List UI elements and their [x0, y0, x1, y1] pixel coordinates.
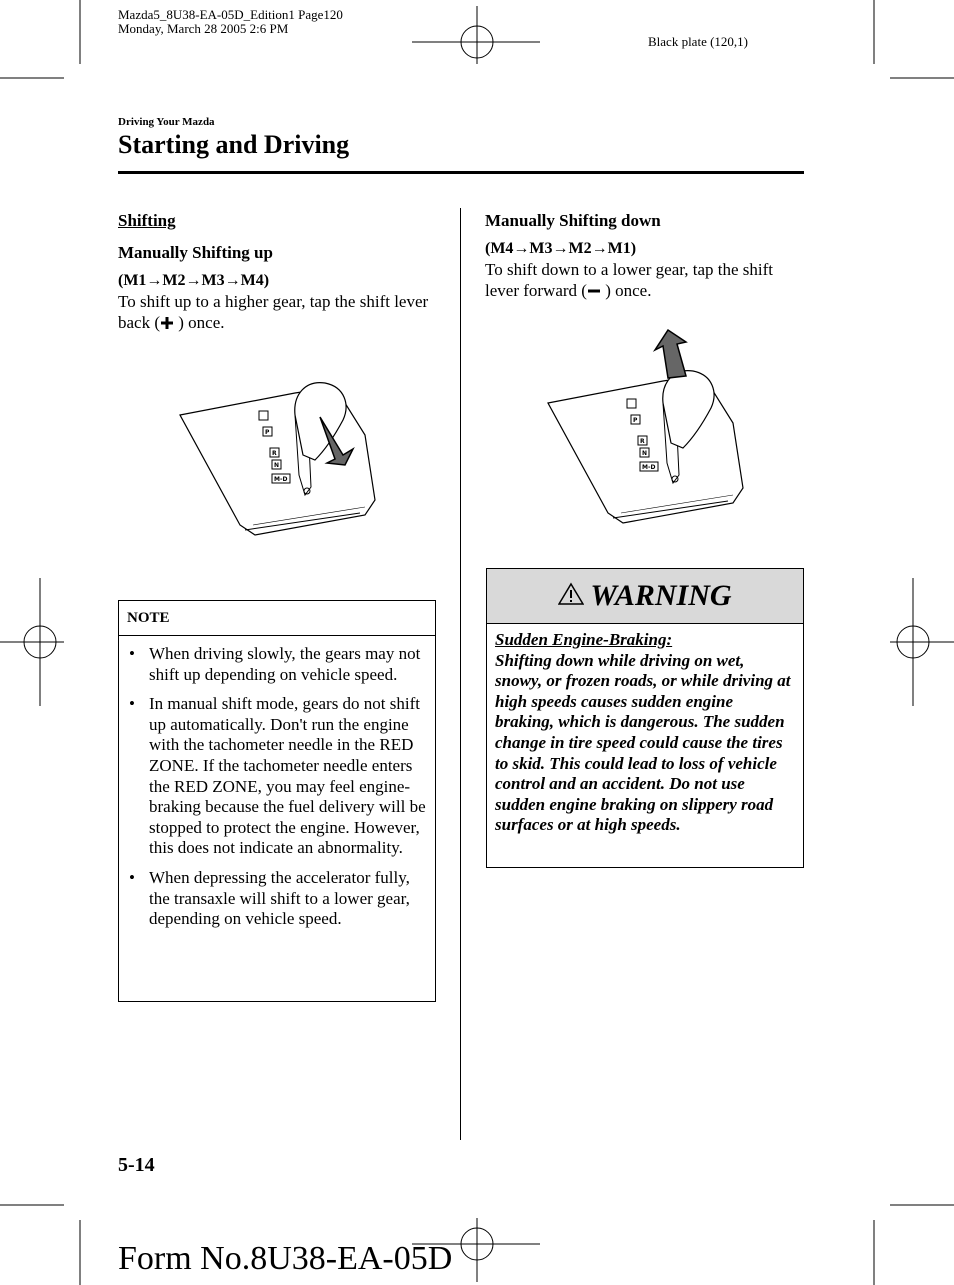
plate-label: Black plate (120,1)	[648, 34, 748, 49]
shift-down-heading: Manually Shifting down	[485, 211, 661, 230]
column-divider	[460, 208, 461, 1140]
warning-body	[487, 624, 803, 836]
shift-up-illustration	[175, 375, 385, 550]
file-line: Mazda5_8U38-EA-05D_Edition1 Page120	[118, 7, 343, 22]
warning-triangle-icon	[558, 582, 584, 611]
gate-n: N	[274, 462, 280, 469]
gate-r: R	[272, 450, 277, 457]
shift-up-text-end: ) once.	[178, 313, 225, 332]
gate-r: R	[640, 438, 645, 445]
section-label: Driving Your Mazda	[118, 116, 215, 128]
warning-title: WARNING	[590, 579, 732, 612]
left-column	[118, 210, 434, 335]
shift-down-text-end: ) once.	[605, 281, 652, 300]
gate-p: P	[633, 417, 638, 424]
right-column	[485, 210, 803, 303]
print-metadata	[118, 8, 343, 36]
warning-box	[486, 568, 804, 868]
shift-down-sequence: (M4→M3→M2→M1)	[485, 240, 637, 257]
gate-md: M-D	[274, 476, 288, 483]
shift-up-text: To shift up to a higher gear, tap the shift lever back (	[118, 292, 429, 332]
note-box	[118, 600, 436, 1002]
note-title: NOTE	[119, 601, 435, 636]
note-item: • In manual shift mode, gears do not shift up automatically. Don't run the engine with the tachometer needle in the RED ZONE. If the tachometer needle enters the RED ZONE, you may feel engine-braking because the fuel delivery will be stopped to protect the engine. However, this does not indicate an abnormality.	[129, 694, 427, 859]
shift-up-instruction	[118, 291, 434, 335]
shifting-heading: Shifting	[118, 211, 176, 230]
gate-p: P	[265, 429, 270, 436]
gate-md: M-D	[642, 464, 656, 471]
minus-icon	[587, 282, 601, 303]
note-item: • When driving slowly, the gears may not shift up depending on vehicle speed.	[129, 644, 427, 685]
shift-down-illustration	[543, 328, 753, 538]
gate-n: N	[642, 450, 648, 457]
note-item: • When depressing the accelerator fully, the transaxle will shift to a lower gear, depending on vehicle speed.	[129, 868, 427, 930]
shift-down-instruction	[485, 259, 803, 303]
plus-icon	[160, 314, 174, 335]
note-list	[119, 636, 435, 930]
date-line: Monday, March 28 2005 2:6 PM	[118, 21, 289, 36]
warning-subtitle: Sudden Engine-Braking:	[495, 630, 673, 649]
shift-down-text: To shift down to a lower gear, tap the shift lever forward (	[485, 260, 774, 300]
warning-text: Shifting down while driving on wet, snowy, or frozen roads, or while driving at high speeds causes sudden engine braking, which is dangerous. The sudden change in tire speed could cause the tires to skid. This could lead to loss of vehicle control and an accident. Do not use sudden engine braking on slippery road surfaces or at high speeds.	[495, 650, 791, 835]
shift-up-heading: Manually Shifting up	[118, 243, 273, 262]
page-number: 5-14	[118, 1154, 155, 1176]
form-number: Form No.8U38-EA-05D	[118, 1240, 453, 1277]
title-rule	[118, 171, 804, 174]
page-title: Starting and Driving	[118, 130, 350, 159]
shift-up-sequence: (M1→M2→M3→M4)	[118, 272, 270, 289]
warning-header	[487, 569, 803, 624]
